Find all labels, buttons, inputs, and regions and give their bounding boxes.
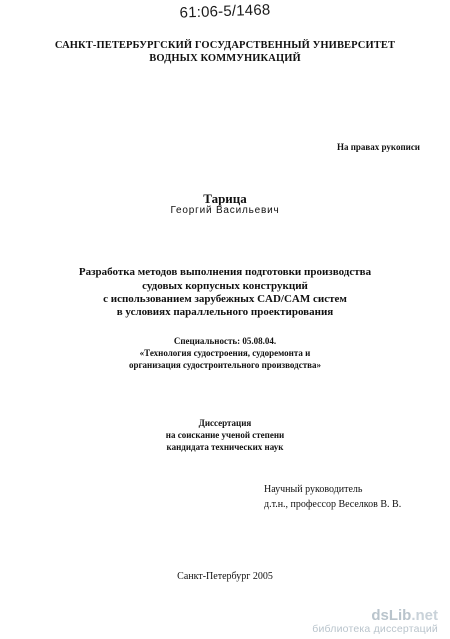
university-name-line2: ВОДНЫХ КОММУНИКАЦИЙ <box>149 53 301 64</box>
advisor-name: д.т.н., профессор Веселков В. В. <box>264 499 402 510</box>
degree-purpose: на соискание ученой степени <box>165 430 285 440</box>
watermark-subtitle: библиотека диссертаций <box>312 622 438 635</box>
university-name-line1: САНКТ-ПЕТЕРБУРГСКИЙ ГОСУДАРСТВЕННЫЙ УНИВЕРСИТЕТ <box>54 40 396 51</box>
author-given-name: Георгий Васильевич <box>170 205 280 216</box>
manuscript-rights-note: На правах рукописи <box>336 142 420 152</box>
specialty-name-line1: «Технология судостроения, судоремонта и <box>139 348 311 358</box>
dissertation-title-line3: с использованием зарубежных CAD/CAM систем <box>103 293 347 305</box>
dslib-watermark[interactable] <box>312 608 438 635</box>
dissertation-title-line2: судовых корпусных конструкций <box>142 280 308 292</box>
archive-stamp: 61:06-5/1468 <box>179 1 271 22</box>
specialty-code: Специальность: 05.08.04. <box>173 336 277 346</box>
watermark-logo-main: dsLib <box>371 607 412 625</box>
dissertation-label: Диссертация <box>198 418 252 428</box>
watermark-logo <box>312 608 438 624</box>
advisor-label: Научный руководитель <box>264 484 363 495</box>
watermark-logo-domain: .net <box>411 607 438 625</box>
degree-name: кандидата технических наук <box>166 442 284 452</box>
specialty-name-line2: организация судостроительного производства» <box>128 360 322 370</box>
dissertation-title-line1: Разработка методов выполнения подготовки производства <box>78 266 372 278</box>
author-surname: Тарица <box>203 191 247 206</box>
dissertation-title-line4: в условиях параллельного проектирования <box>116 306 334 318</box>
city-year: Санкт-Петербург 2005 <box>177 571 273 582</box>
